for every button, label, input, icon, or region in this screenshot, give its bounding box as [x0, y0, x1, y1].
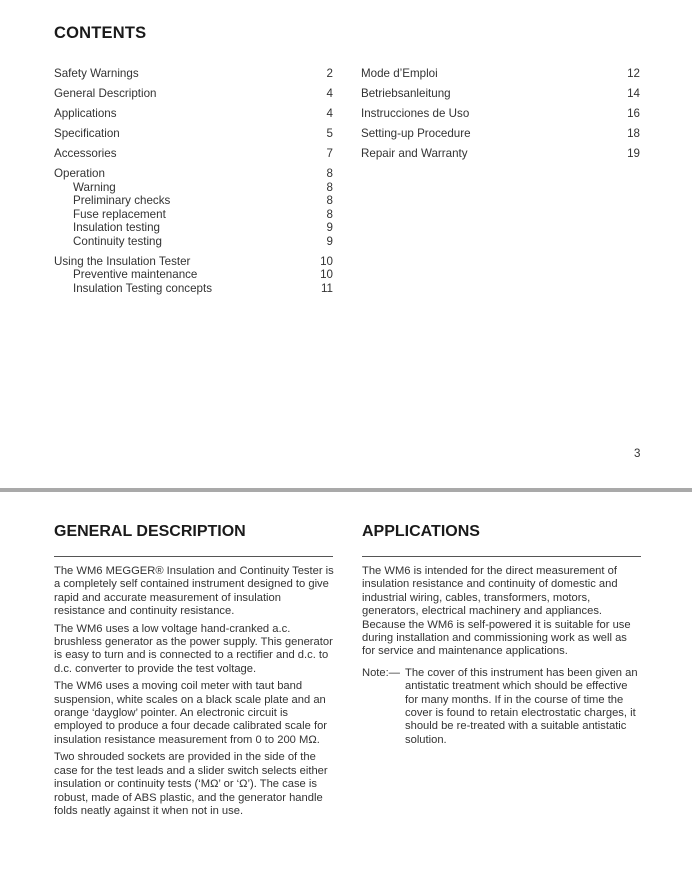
toc-entry-label: Mode d’Emploi — [361, 67, 438, 80]
toc-entry[interactable] — [361, 127, 640, 141]
paragraph: Two shrouded sockets are provided in the side of the case for the test leads and a slider switch selects either insulation or continuity tests (‘MΩ’ or ‘Ω’). The case is robust, made of ABS plastic, and the generator handle folds neatly against it when not in use. — [54, 751, 328, 817]
toc-entry-page: 19 — [627, 147, 640, 160]
toc-subentry-label: Insulation testing — [73, 221, 161, 234]
toc-entry[interactable] — [361, 107, 640, 121]
toc-subentry[interactable] — [54, 268, 333, 282]
toc-subentry[interactable] — [54, 208, 333, 222]
toc-entry-page: 10 — [320, 254, 333, 268]
toc-group-using — [54, 255, 333, 296]
page-number: 3 — [634, 447, 641, 460]
toc-subentry-page: 9 — [326, 221, 333, 234]
heading-rule — [54, 556, 333, 557]
toc-entry-page: 8 — [326, 167, 333, 180]
toc-entry-label: Applications — [54, 107, 117, 120]
toc-entry-page: 4 — [326, 87, 333, 100]
toc-entry-label: Betriebsanleitung — [361, 87, 451, 100]
general-description-body — [54, 565, 334, 822]
toc-entry-label: Specification — [54, 127, 120, 140]
toc-subentry[interactable] — [54, 194, 333, 208]
toc-entry[interactable] — [54, 255, 333, 269]
toc-entry[interactable] — [54, 127, 333, 141]
paragraph: The WM6 uses a low voltage hand-cranked a.c. brushless generator as the power supply. This generator is easy to turn and is connected to a rectifier and d.c. to d.c. converter to provide the test voltage. — [54, 622, 333, 675]
toc-entry-label: Instrucciones de Uso — [361, 107, 470, 120]
toc-subentry-page: 11 — [320, 281, 333, 295]
toc-entry[interactable] — [54, 107, 333, 121]
toc-entry[interactable] — [54, 67, 333, 81]
toc-entry-label: Safety Warnings — [54, 67, 139, 80]
toc-entry-page: 14 — [627, 87, 640, 100]
toc-right-column — [361, 67, 640, 167]
note-text: The cover of this instrument has been given an antistatic treatment which should be effective for many months. If in the course of time the cover is found to retain electrostatic charges, it should be re-treated with a suitable antistatic solution. — [405, 666, 638, 746]
toc-entry-page: 4 — [326, 107, 333, 120]
applications-body — [362, 565, 642, 747]
note — [362, 667, 642, 747]
toc-entry-label: Operation — [54, 167, 105, 180]
toc-subentry-page: 9 — [326, 234, 333, 248]
heading-rule — [362, 556, 641, 557]
toc-entry-label: Repair and Warranty — [361, 147, 468, 160]
toc-entry-label: Accessories — [54, 147, 117, 160]
toc-group-operation — [54, 167, 333, 248]
toc-left-column — [54, 67, 333, 302]
toc-subentry-label: Preliminary checks — [73, 194, 171, 207]
toc-subentry-page: 8 — [326, 194, 333, 207]
toc-entry[interactable] — [54, 87, 333, 101]
toc-subentry-page: 10 — [320, 268, 333, 281]
toc-subentry[interactable] — [54, 282, 333, 296]
toc-subentry-label: Insulation Testing concepts — [73, 281, 212, 295]
toc-subentry-label: Continuity testing — [73, 234, 162, 248]
toc-entry[interactable] — [361, 67, 640, 81]
toc-entry-page: 16 — [627, 107, 640, 120]
paragraph: The WM6 uses a moving coil meter with taut band suspension, white scales on a black scale plate and an orange ‘dayglow’ pointer. An electronic circuit is employed to produce a four decade calibrated scale for insulation resistance measurement from 0 to 200 MΩ. — [54, 680, 328, 746]
page-divider — [0, 488, 692, 492]
toc-entry-label: Using the Insulation Tester — [54, 254, 191, 268]
general-description-heading: GENERAL DESCRIPTION — [54, 523, 246, 540]
paragraph: The WM6 is intended for the direct measurement of insulation resistance and continuity of domestic and industrial wiring, cables, transformers, motors, generators, electrical machinery and appliances. Because the WM6 is self-powered it is suitable for use during installation and commissioning work as well as for service and maintenance applications. — [362, 565, 631, 658]
toc-entry-label: Setting-up Procedure — [361, 127, 471, 140]
toc-subentry-label: Preventive maintenance — [73, 268, 198, 281]
toc-entry[interactable] — [361, 87, 640, 101]
paragraph: The WM6 MEGGER® Insulation and Continuity Tester is a completely self contained instrument designed to give rapid and accurate measurement of insulation resistance and continuity resistance. — [54, 565, 334, 618]
toc-subentry-page: 8 — [326, 207, 333, 221]
toc-entry-page: 18 — [627, 127, 640, 140]
toc-entry-page: 12 — [627, 67, 640, 80]
toc-subentry-label: Fuse replacement — [73, 207, 166, 221]
toc-entry[interactable] — [361, 147, 640, 161]
toc-entry-page: 7 — [326, 147, 333, 160]
toc-subentry[interactable] — [54, 221, 333, 235]
toc-subentry-label: Warning — [73, 180, 116, 194]
toc-entry[interactable] — [54, 147, 333, 161]
toc-subentry[interactable] — [54, 181, 333, 195]
applications-heading: APPLICATIONS — [362, 523, 480, 540]
toc-subentry-page: 8 — [326, 180, 333, 194]
note-label: Note:— — [362, 666, 400, 679]
toc-subentry[interactable] — [54, 235, 333, 249]
toc-entry-page: 2 — [326, 67, 333, 80]
toc-entry-page: 5 — [326, 127, 333, 140]
toc-entry[interactable] — [54, 167, 333, 181]
toc-entry-label: General Description — [54, 87, 157, 100]
contents-title: CONTENTS — [54, 24, 147, 42]
